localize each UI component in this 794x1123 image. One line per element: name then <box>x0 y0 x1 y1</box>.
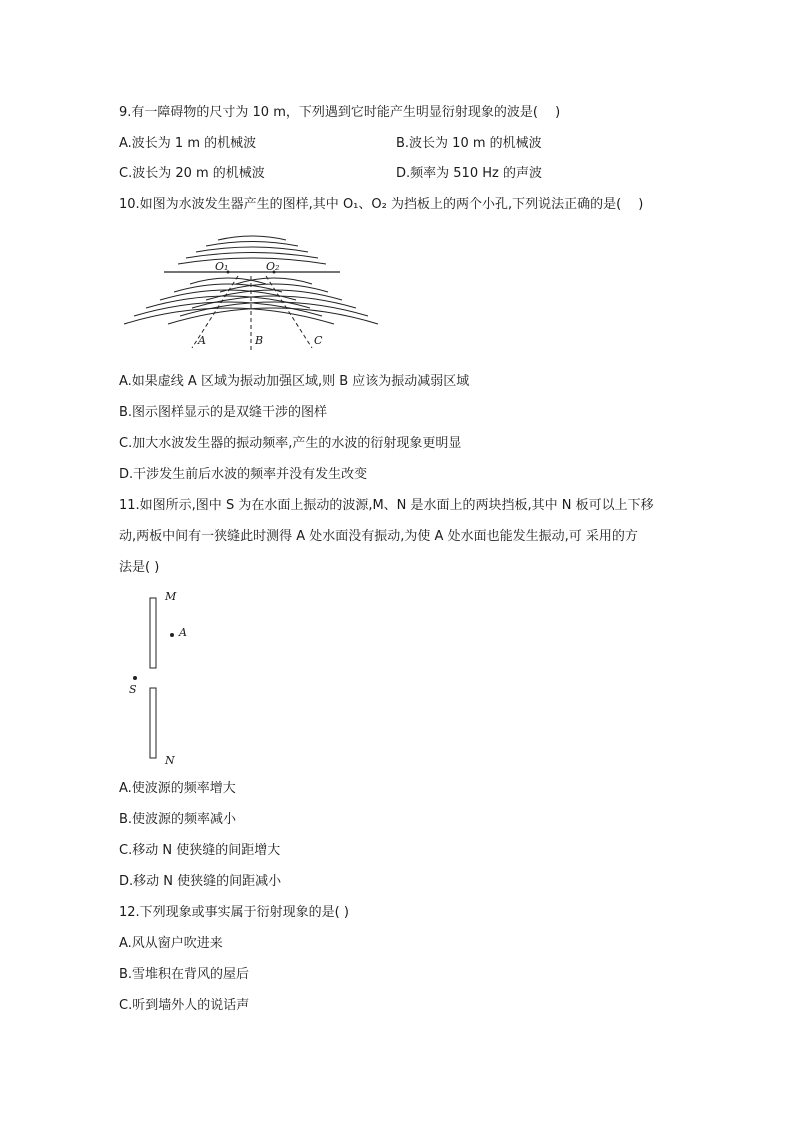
q11-slit-figure <box>120 590 200 770</box>
q12-option-b: B.雪堆积在背风的屋后 <box>119 967 250 982</box>
q10-stem: 10.如图为水波发生器产生的图样,其中 O₁、O₂ 为挡板上的两个小孔,下列说法正确的是( ) <box>119 197 644 212</box>
q11-option-c: C.移动 N 使狭缝的间距增大 <box>119 843 281 858</box>
q12-stem: 12.下列现象或事实属于衍射现象的是( ) <box>119 905 349 920</box>
q11-label-m: M <box>165 590 177 603</box>
q12-option-a: A.风从窗户吹进来 <box>119 936 223 951</box>
q10-wave-figure <box>120 228 385 356</box>
q9-option-a: A.波长为 1 m 的机械波 <box>119 136 257 151</box>
q10-option-a: A.如果虚线 A 区域为振动加强区域,则 B 应该为振动减弱区域 <box>119 374 470 389</box>
q9-stem: 9.有一障碍物的尺寸为 10 m，下列遇到它时能产生明显衍射现象的波是( ) <box>119 105 561 120</box>
q10-label-c: C <box>314 334 323 347</box>
q11-stem-line-2: 动,两板中间有一狭缝此时测得 A 处水面没有振动,为使 A 处水面也能发生振动,可 采用的方 <box>119 529 638 544</box>
q11-label-s: S <box>129 683 137 696</box>
q11-label-a: A <box>179 626 187 639</box>
barrier-m <box>150 598 156 668</box>
q12-option-c: C.听到墙外人的说话声 <box>119 998 250 1013</box>
q9-option-c: C.波长为 20 m 的机械波 <box>119 166 265 181</box>
q11-option-d: D.移动 N 使狭缝的间距减小 <box>119 874 282 889</box>
q10-option-d: D.干涉发生前后水波的频率并没有发生改变 <box>119 467 368 482</box>
q9-option-b: B.波长为 10 m 的机械波 <box>396 136 542 151</box>
q11-label-n: N <box>165 754 175 767</box>
q10-label-o1: O₁ <box>215 260 229 273</box>
q10-label-o2: O₂ <box>266 260 280 273</box>
q9-option-d: D.频率为 510 Hz 的声波 <box>396 166 542 181</box>
q11-option-b: B.使波源的频率减小 <box>119 812 237 827</box>
q10-label-a: A <box>198 334 206 347</box>
q11-stem-line-3: 法是( ) <box>119 560 160 575</box>
q11-option-a: A.使波源的频率增大 <box>119 781 236 796</box>
q10-option-b: B.图示图样显示的是双缝干涉的图样 <box>119 405 328 420</box>
point-a-dot <box>170 633 174 637</box>
wave-source-dot <box>133 676 137 680</box>
q11-stem-line-1: 11.如图所示,图中 S 为在水面上振动的波源,M、N 是水面上的两块挡板,其中 N 板可以上下移 <box>119 498 654 513</box>
barrier-n <box>150 688 156 758</box>
q10-label-b: B <box>255 334 264 347</box>
q10-option-c: C.加大水波发生器的振动频率,产生的水波的衍射现象更明显 <box>119 436 462 451</box>
